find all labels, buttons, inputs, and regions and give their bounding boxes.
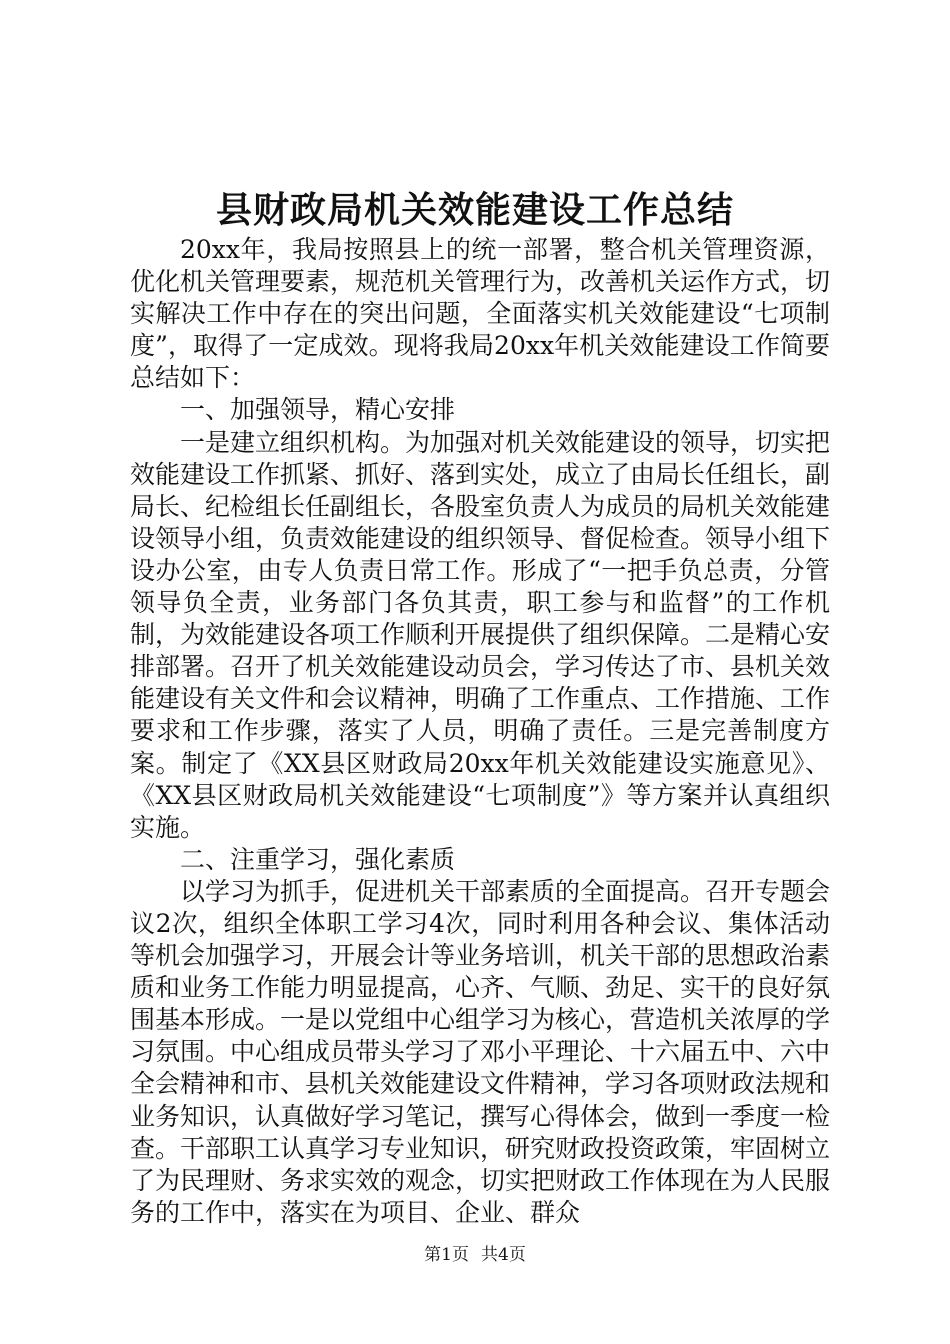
section-heading-2: 二、注重学习，强化素质 xyxy=(180,844,456,874)
section-heading-1: 一、加强领导，精心安排 xyxy=(180,395,456,425)
intro-paragraph: 20xx年，我局按照县上的统一部署，整合机关管理资源，优化机关管理要素，规范机关管理行为，改善机关运作方式，切实解决工作中存在的突出问题，全面落实机关效能建设“七项制度”，取得了一定成效。现将我局20xx年机关效能建设工作简要总结如下： xyxy=(130,235,831,393)
page-footer xyxy=(0,1244,950,1266)
page-title: 县财政局机关效能建设工作总结 xyxy=(215,189,734,231)
document-body xyxy=(130,234,830,1229)
page-number-current: 第1页 xyxy=(424,1245,469,1265)
section-body-1: 一是建立组织机构。为加强对机关效能建设的领导，切实把效能建设工作抓紧、抓好、落到实处，成立了由局长任组长，副局长、纪检组长任副组长，各股室负责人为成员的局机关效能建设领导小组，负责效能建设的组织领导、督促检查。领导小组下设办公室，由专人负责日常工作。形成了“一把手负总责，分管领导负全责，业务部门各负其责，职工参与和监督”的工作机制，为效能建设各项工作顺利开展提供了组织保障。二是精心安排部署。召开了机关效能建设动员会，学习传达了市、县机关效能建设有关文件和会议精神，明确了工作重点、工作措施、工作要求和工作步骤，落实了人员，明确了责任。三是完善制度方案。制定了《XX县区财政局20xx年机关效能建设实施意见》、《XX县区财政局机关效能建设“七项制度”》等方案并认真组织实施。 xyxy=(130,427,831,842)
page-number-total: 共4页 xyxy=(481,1245,526,1265)
section-body-2: 以学习为抓手，促进机关干部素质的全面提高。召开专题会议2次，组织全体职工学习4次，同时利用各种会议、集体活动等机会加强学习，开展会计等业务培训，机关干部的思想政治素质和业务工作能力明显提高，心齐、气顺、劲足、实干的良好氛围基本形成。一是以党组中心组学习为核心，营造机关浓厚的学习氛围。中心组成员带头学习了邓小平理论、十六届五中、六中全会精神和市、县机关效能建设文件精神，学习各项财政法规和业务知识，认真做好学习笔记，撰写心得体会，做到一季度一检查。干部职工认真学习专业知识，研究财政投资政策，牢固树立了为民理财、务求实效的观念，切实把财政工作体现在为人民服务的工作中，落实在为项目、企业、群众 xyxy=(130,876,831,1227)
